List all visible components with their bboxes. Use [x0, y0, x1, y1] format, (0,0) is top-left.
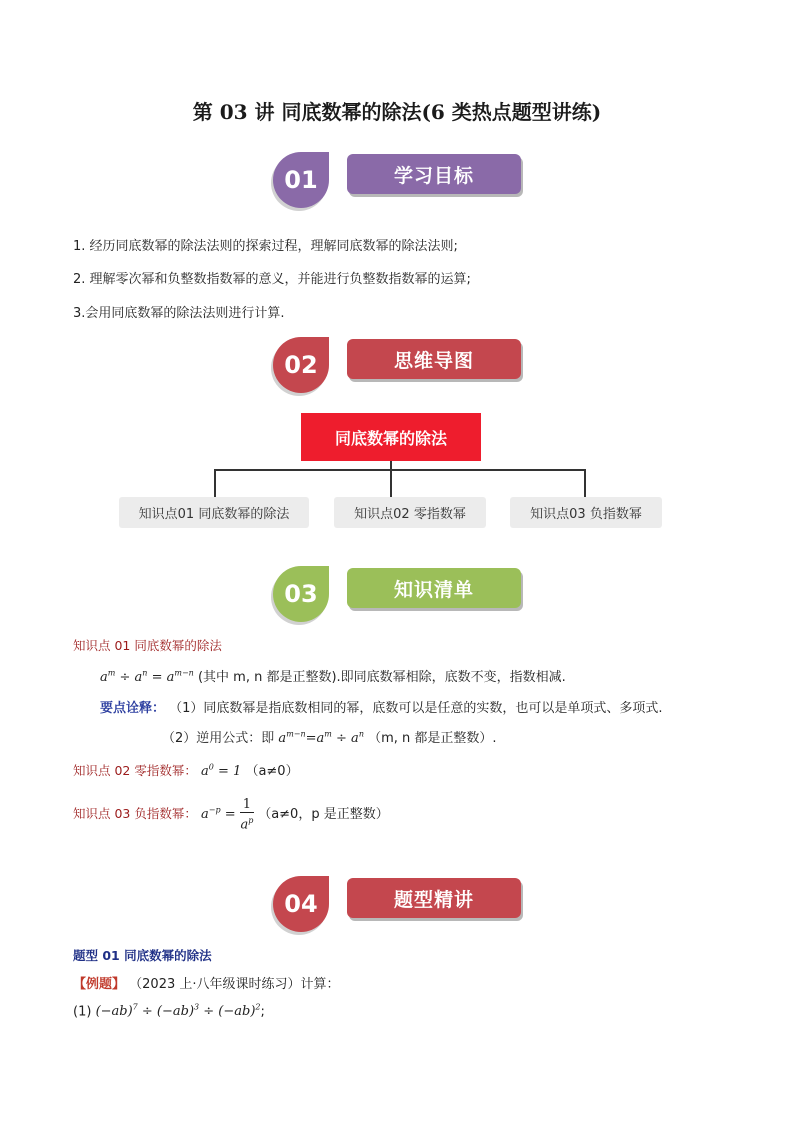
- objective-1: 1. 经历同底数幂的除法法则的探索过程，理解同底数幂的除法法则;: [73, 239, 458, 254]
- section-label: 思维导图: [347, 339, 521, 379]
- mindmap-connector: [214, 469, 586, 471]
- knowledge-point-2-title: 知识点 02 零指数幂：: [73, 763, 197, 778]
- mindmap-node-1: 知识点01 同底数幂的除法: [119, 497, 309, 528]
- example-text: （2023 上·八年级课时练习）计算：: [129, 977, 340, 992]
- negative-exponent-condition: （a≠0，p 是正整数）: [258, 807, 389, 823]
- section-number-badge: 01: [273, 152, 329, 208]
- mindmap-node-2: 知识点02 零指数幂: [334, 497, 486, 528]
- question-1-number: (1): [73, 1004, 92, 1020]
- section-banner-04: [273, 876, 533, 932]
- inverse-formula: $a^{m-n}=a^m \div a^n$: [278, 729, 364, 746]
- knowledge-point-3-title: 知识点 03 负指数幂：: [73, 806, 197, 822]
- mindmap-connector: [390, 469, 392, 497]
- section-banner-03: [273, 566, 533, 622]
- section-number-badge: 04: [273, 876, 329, 932]
- division-rule-explanation: (其中 m, n 都是正整数).即同底数幂相除，底数不变，指数相减.: [197, 670, 566, 685]
- negative-exponent-formula: $a^{-p}$ = $\frac{1}{a^p}$: [201, 797, 254, 833]
- section-banner-01: [273, 152, 533, 208]
- zero-exponent-condition: （a≠0）: [245, 764, 299, 779]
- objective-2: 2. 理解零次幂和负整数指数幂的意义，并能进行负整数指数幂的运算;: [73, 272, 471, 287]
- key-note-2-prefix: （2）逆用公式：即: [162, 731, 275, 746]
- division-rule-line: [100, 666, 566, 685]
- mindmap-connector: [214, 469, 216, 497]
- section-label: 学习目标: [347, 154, 521, 194]
- section-label: 题型精讲: [347, 878, 521, 918]
- section-number-badge: 03: [273, 566, 329, 622]
- question-type-title: 题型 01 同底数幂的除法: [73, 948, 212, 963]
- mindmap-root: 同底数幂的除法: [301, 413, 481, 461]
- example-label: 【例题】: [73, 977, 126, 992]
- section-banner-02: [273, 337, 533, 393]
- section-label: 知识清单: [347, 568, 521, 608]
- mindmap-connector: [584, 469, 586, 497]
- key-note-line-2: [162, 727, 497, 746]
- section-number-badge: 02: [273, 337, 329, 393]
- key-note-label: 要点诠释：: [100, 701, 166, 716]
- knowledge-point-2-line: [73, 760, 299, 779]
- objective-3: 3.会用同底数幂的除法法则进行计算.: [73, 306, 285, 321]
- division-rule-formula: $a^m \div a^n = a^{m-n}$: [100, 668, 194, 685]
- example-line: [73, 973, 340, 992]
- question-1-expression: $(-ab)^7 \div (-ab)^3 \div (-ab)^2$: [95, 1003, 261, 1020]
- page-title: 第 03 讲 同底数幂的除法(6 类热点题型讲练): [192, 100, 602, 124]
- key-note-line-1: [100, 697, 663, 716]
- knowledge-point-1-title: 知识点 01 同底数幂的除法: [73, 638, 222, 653]
- question-1: (1) $(-ab)^7 \div (-ab)^3 \div (-ab)^2$;: [73, 1003, 265, 1020]
- mindmap-node-3: 知识点03 负指数幂: [510, 497, 662, 528]
- zero-exponent-formula: $a^0 = 1$: [201, 762, 242, 779]
- key-note-1: （1）同底数幂是指底数相同的幂，底数可以是任意的实数，也可以是单项式、多项式.: [169, 701, 663, 716]
- knowledge-point-3-line: [73, 797, 389, 832]
- key-note-2-suffix: （m, n 都是正整数）.: [368, 731, 497, 746]
